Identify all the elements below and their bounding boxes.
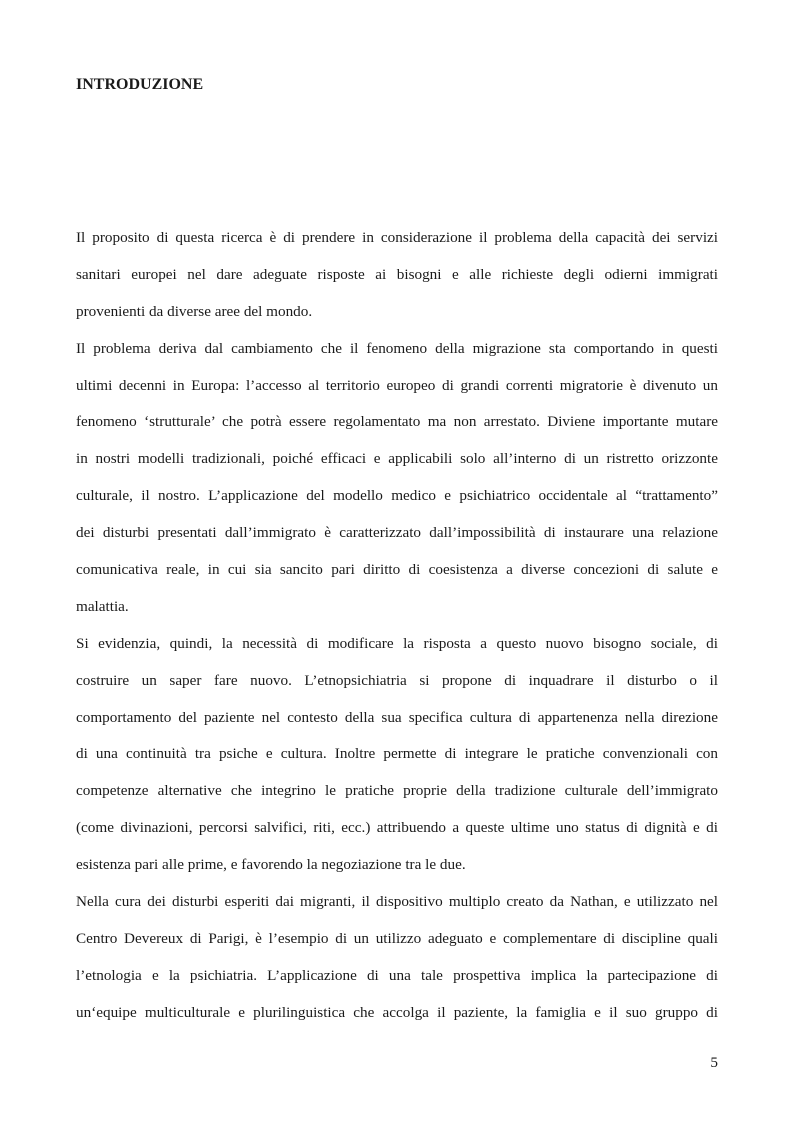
text-line: Centro Devereux di Parigi, è l’esempio di un utilizzo adeguato e complementare di discipline quali xyxy=(76,929,718,947)
body-text xyxy=(76,224,718,1036)
text-line: Il proposito di questa ricerca è di prendere in considerazione il problema della capacità dei servizi xyxy=(76,229,718,246)
text-line: (come divinazioni, percorsi salvifici, riti, ecc.) attribuendo a queste ultime uno status di dignità e di xyxy=(76,819,718,837)
text-line: in nostri modelli tradizionali, poiché efficaci e applicabili solo all’interno di un ristretto orizzonte xyxy=(76,450,718,468)
text-line: Si evidenzia, quindi, la necessità di modificare la risposta a questo nuovo bisogno sociale, di xyxy=(76,634,718,652)
text-line: culturale, il nostro. L’applicazione del modello medico e psichiatrico occidentale al “trattamento” xyxy=(76,487,718,505)
text-line: comportamento del paziente nel contesto della sua specifica cultura di appartenenza nella direzione xyxy=(76,708,718,726)
text-line: ultimi decenni in Europa: l’accesso al territorio europeo di grandi correnti migratorie è divenuto un xyxy=(76,376,718,394)
text-line: Il problema deriva dal cambiamento che il fenomeno della migrazione sta comportando in questi xyxy=(76,339,718,357)
text-line: sanitari europei nel dare adeguate risposte ai bisogni e alle richieste degli odierni immigrati xyxy=(76,265,718,283)
text-line: competenze alternative che integrino le pratiche proprie della tradizione culturale dell’immigrato xyxy=(76,782,718,800)
text-line: comunicativa reale, in cui sia sancito pari diritto di coesistenza a diverse concezioni di salute e xyxy=(76,561,718,579)
page-number: 5 xyxy=(710,1054,718,1071)
text-line: Nella cura dei disturbi esperiti dai migranti, il dispositivo multiplo creato da Nathan, e utilizzato nel xyxy=(76,893,718,911)
text-line: costruire un saper fare nuovo. L’etnopsichiatria si propone di inquadrare il disturbo o il xyxy=(76,671,718,689)
text-line: un‘equipe multiculturale e plurilinguistica che accolga il paziente, la famiglia e il suo gruppo di xyxy=(76,1003,718,1021)
text-line: dei disturbi presentati dall’immigrato è caratterizzato dall’impossibilità di instaurare una relazione xyxy=(76,524,718,542)
text-line: malattia. xyxy=(76,597,129,615)
text-line: fenomeno ‘strutturale’ che potrà essere regolamentato ma non arrestato. Diviene importante mutare xyxy=(76,413,718,431)
text-line: di una continuità tra psiche e cultura. Inoltre permette di integrare le pratiche convenzionali con xyxy=(76,745,718,763)
page-title: INTRODUZIONE xyxy=(76,76,204,93)
text-line: esistenza pari alle prime, e favorendo la negoziazione tra le due. xyxy=(76,856,466,874)
text-line: provenienti da diverse aree del mondo. xyxy=(76,302,313,320)
text-line: l’etnologia e la psichiatria. L’applicazione di una tale prospettiva implica la partecipazione di xyxy=(76,966,718,984)
